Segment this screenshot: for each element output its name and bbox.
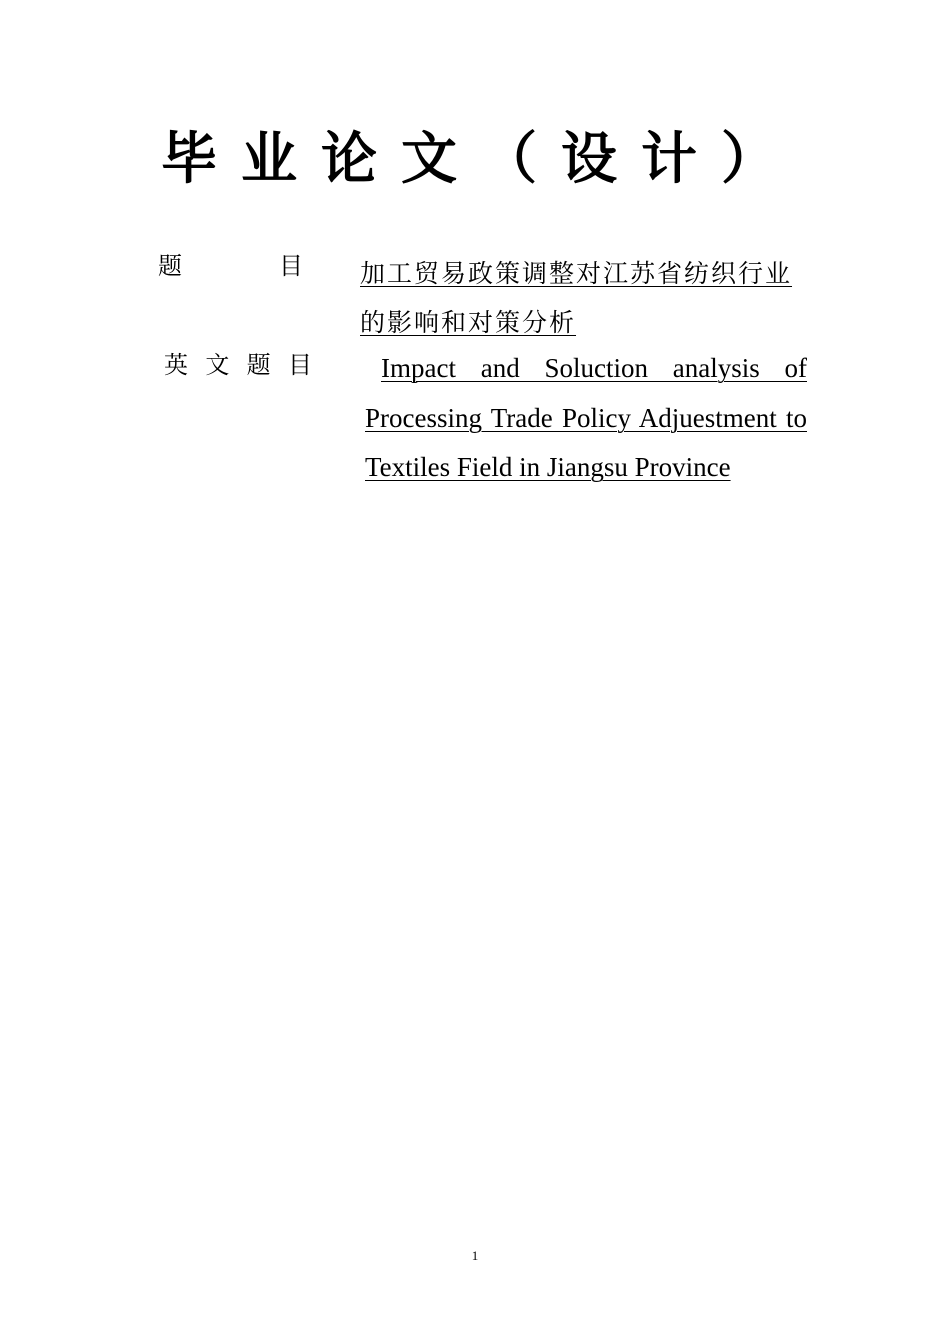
english-title-value: Impact and Soluction analysis of Processing Trade Policy Adjuestment to Textiles Field in Jiangsu Province bbox=[365, 353, 807, 482]
english-title-label-char: 题 bbox=[246, 351, 271, 379]
english-title-label-char: 目 bbox=[287, 351, 312, 379]
chinese-title-label bbox=[158, 251, 303, 281]
page-number: 1 bbox=[471, 1248, 479, 1263]
chinese-title-label-char: 目 bbox=[279, 252, 303, 280]
chinese-title-label-char: 题 bbox=[158, 252, 182, 280]
chinese-title-value: 加工贸易政策调整对江苏省纺织行业的影响和对策分析 bbox=[360, 259, 793, 337]
document-title: 毕业论文（设计） bbox=[161, 127, 801, 192]
english-title-label-char: 文 bbox=[205, 351, 230, 379]
english-title-label-char: 英 bbox=[164, 351, 188, 379]
english-title-label bbox=[164, 350, 312, 380]
